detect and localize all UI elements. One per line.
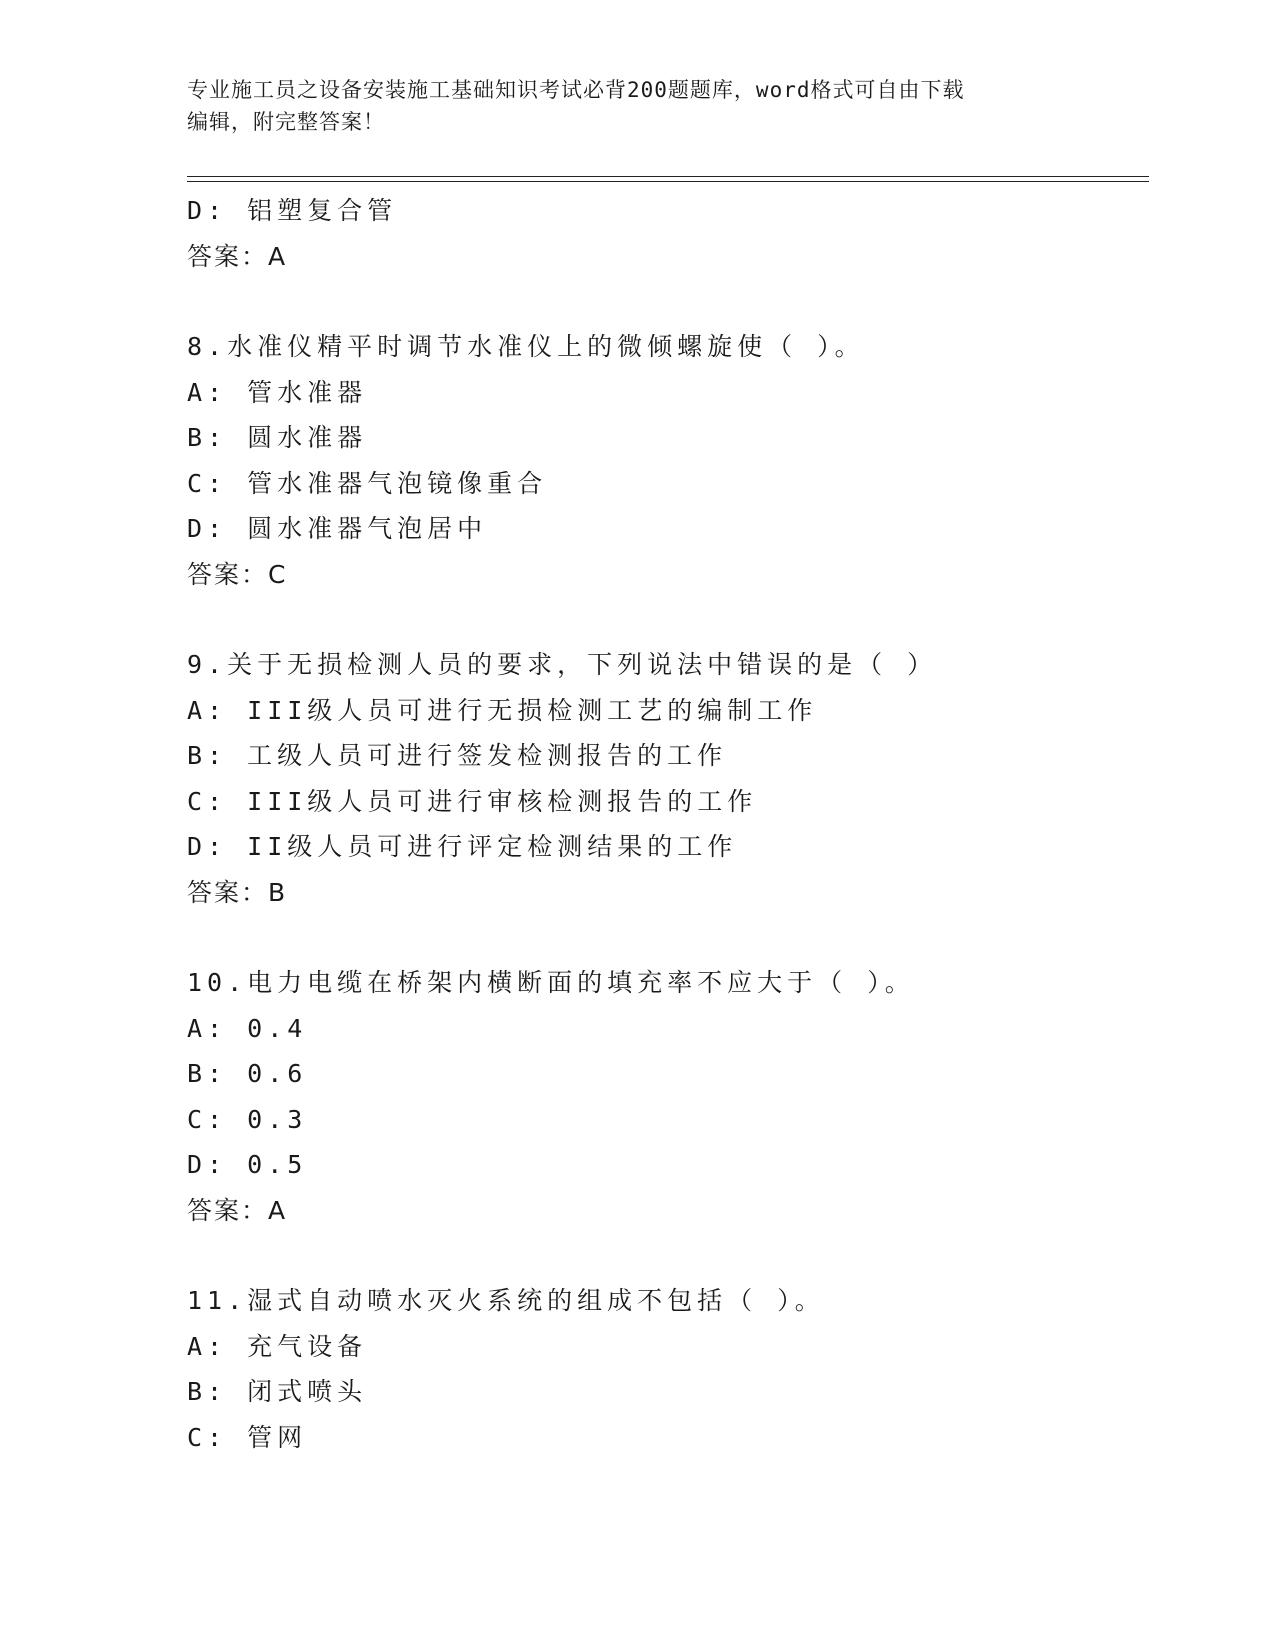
spacer <box>187 1233 1147 1278</box>
document-header <box>187 74 1067 138</box>
answer-line: 答案：B <box>187 877 288 907</box>
header-divider-top <box>187 176 1149 177</box>
option-d: D: II级人员可进行评定检测结果的工作 <box>187 832 738 861</box>
question-stem: 10.电力电缆在桥架内横断面的填充率不应大于（ ）。 <box>187 968 915 997</box>
option-c: C: 管水准器气泡镜像重合 <box>187 468 548 498</box>
question-stem: 8.水准仪精平时调节水准仪上的微倾螺旋使（ ）。 <box>187 332 865 361</box>
option-d: D: 圆水准器气泡居中 <box>187 514 488 543</box>
question-stem: 9.关于无损检测人员的要求，下列说法中错误的是（ ） <box>187 650 938 679</box>
option-d: D: 0.5 <box>187 1150 308 1179</box>
option-a: A: 0.4 <box>187 1013 308 1043</box>
option-a: A: 管水准器 <box>187 377 368 407</box>
spacer <box>187 915 1147 960</box>
question-7-tail <box>187 188 1147 279</box>
question-stem: 11.湿式自动喷水灭火系统的组成不包括（ ）。 <box>187 1286 825 1315</box>
option-b: B: 工级人员可进行签发检测报告的工作 <box>187 741 728 770</box>
question-8 <box>187 324 1147 597</box>
option-a: A: 充气设备 <box>187 1331 368 1361</box>
option-c: C: III级人员可进行审核检测报告的工作 <box>187 786 758 816</box>
option-d: D: 铝塑复合管 <box>187 196 398 225</box>
option-b: B: 0.6 <box>187 1059 308 1088</box>
option-c: C: 0.3 <box>187 1104 308 1134</box>
question-list <box>187 188 1147 1460</box>
answer-line: 答案：A <box>187 241 288 271</box>
question-10 <box>187 960 1147 1233</box>
spacer <box>187 279 1147 324</box>
answer-line: 答案：C <box>187 559 288 589</box>
option-b: B: 闭式喷头 <box>187 1377 368 1406</box>
option-b: B: 圆水准器 <box>187 423 368 452</box>
header-title-line-1: 专业施工员之设备安装施工基础知识考试必背200题题库，word格式可自由下载 <box>187 78 965 102</box>
option-a: A: III级人员可进行无损检测工艺的编制工作 <box>187 695 818 725</box>
option-c: C: 管网 <box>187 1422 308 1452</box>
question-11 <box>187 1278 1147 1460</box>
header-divider-bottom <box>187 181 1149 182</box>
spacer <box>187 597 1147 642</box>
header-title-line-2: 编辑，附完整答案！ <box>187 110 385 134</box>
question-9 <box>187 642 1147 915</box>
answer-line: 答案：A <box>187 1195 288 1225</box>
